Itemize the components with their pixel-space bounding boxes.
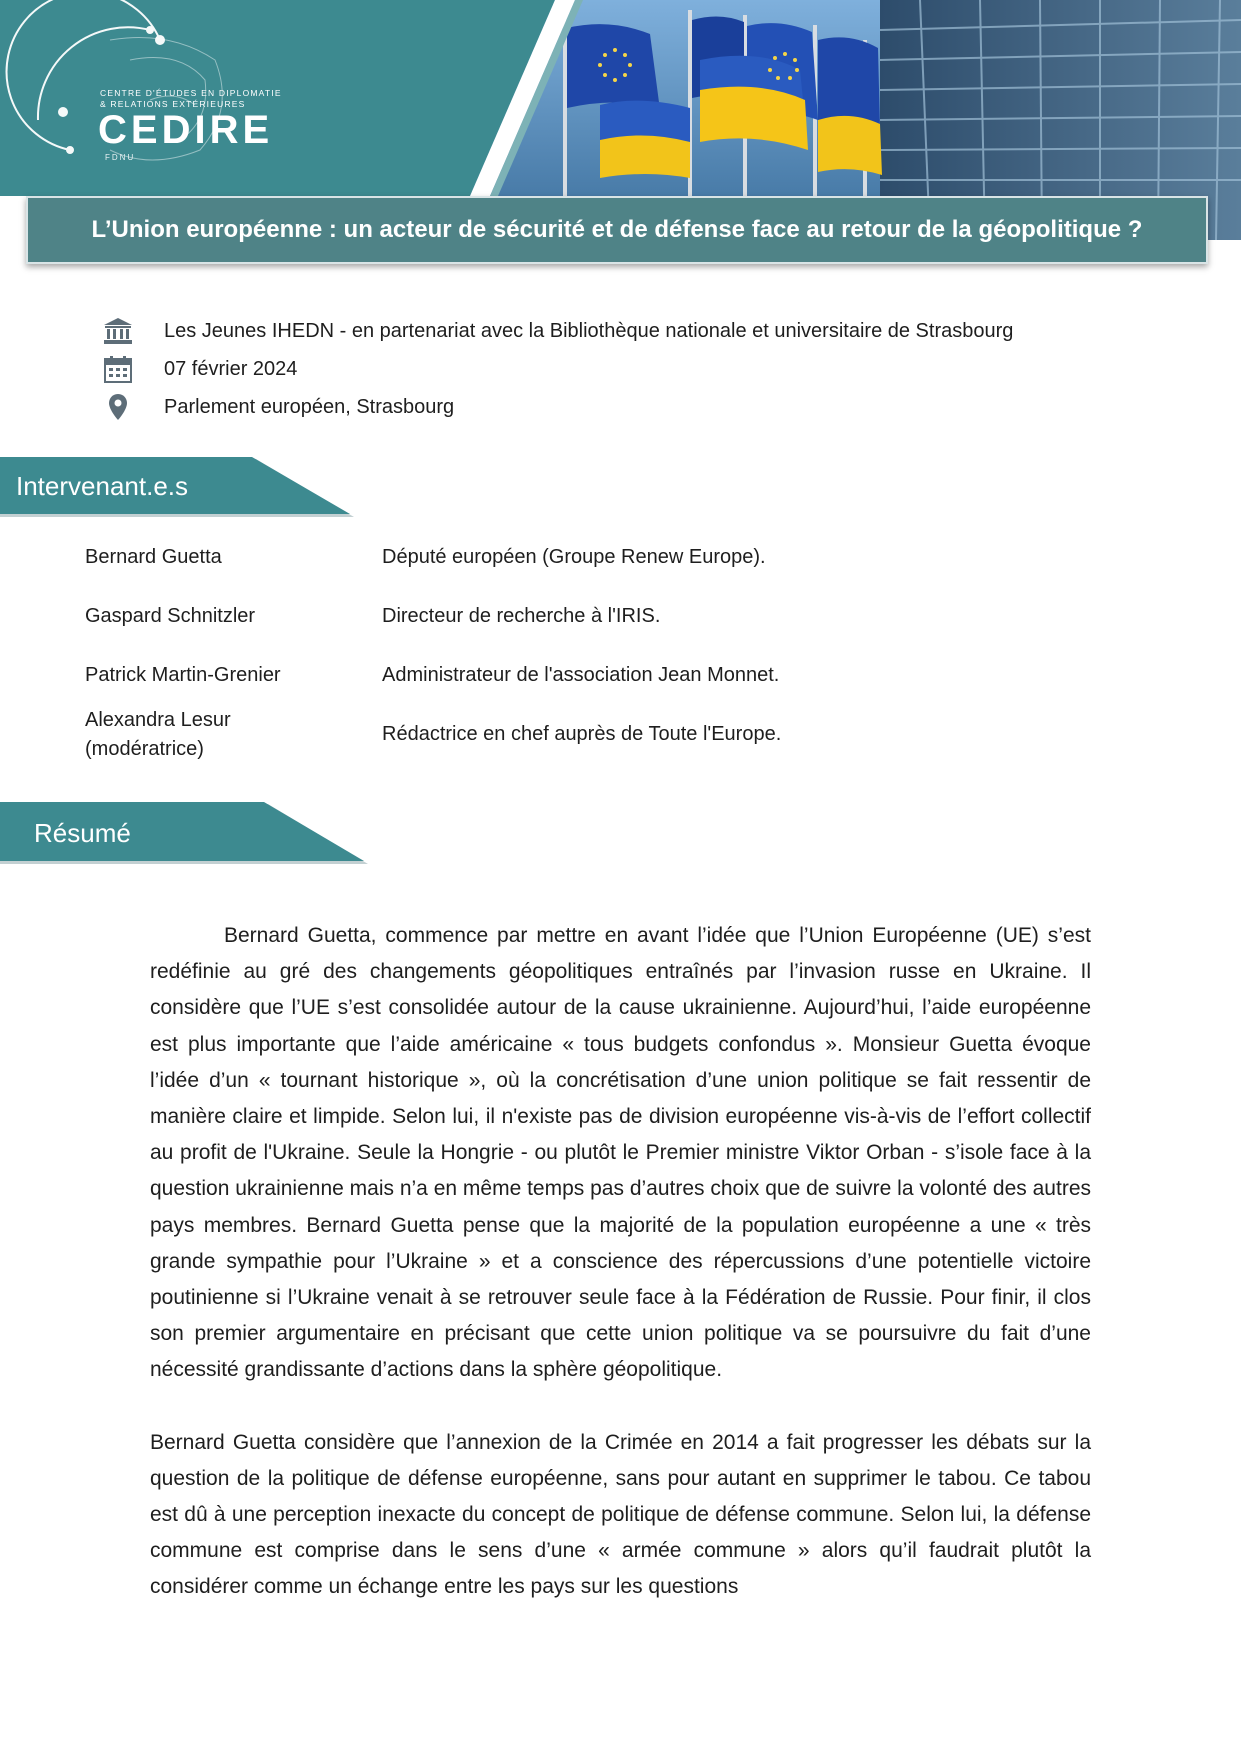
page-title: L’Union européenne : un acteur de sécurité et de défense face au retour de la géopolitique ? (91, 216, 1143, 243)
speakers-section-title: Intervenant.e.s (16, 471, 188, 501)
speaker-name: Patrick Martin-Grenier (85, 664, 281, 686)
calendar-icon (100, 354, 136, 384)
map-pin-icon (100, 392, 136, 422)
speaker-name: Bernard Guetta (85, 546, 222, 568)
organizer-text: Les Jeunes IHEDN - en partenariat avec la Bibliothèque nationale et universitaire de Strasbourg (164, 319, 1014, 342)
logo-name: CEDIRE (98, 108, 274, 152)
speakers-banner (0, 457, 360, 519)
info-location-row (100, 388, 1013, 426)
location-text: Parlement européen, Strasbourg (164, 395, 455, 418)
cedire-logo (30, 20, 282, 162)
institution-icon (100, 316, 136, 346)
summary-paragraph: Bernard Guetta, commence par mettre en avant l’idée que l’Union Européenne (UE) s’est redéfinie au gré des changements géopolitiques entraînés par l’invasion russe en Ukraine. Il considère que l’UE s’est consolidée autour de la cause ukrainienne. Aujourd’hui, l’aide européenne est plus importante que l’aide américaine « tous budgets confondus ». Monsieur Guetta évoque l’idée d’un « tournant historique », où la concrétisation d’une union politique se fait ressentir de manière claire et limpide. Selon lui, il n'existe pas de division européenne vis-à-vis de l’effort collectif au profit de l'Ukraine. Seule la Hongrie - ou plutôt le Premier ministre Viktor Orban - s’isole face à la question ukrainienne mais n’a en même temps pas d’autres choix que de suivre la volonté des autres pays membres. Bernard Guetta pense que la majorité de la population européenne a une « très grande sympathie pour l’Ukraine » et a conscience des répercussions d’une potentielle victoire poutinienne si l’Ukraine venait à se retrouver seule face à la Fédération de Russie. Pour finir, il clos son premier argumentaire en précisant que cette union politique va se poursuivre du fait d’une nécessité grandissante d’actions dans la sphère géopolitique. (150, 924, 1091, 1382)
summary-content (150, 918, 1091, 1642)
info-date-row (100, 350, 1013, 388)
summary-paragraph: Bernard Guetta considère que l’annexion de la Crimée en 2014 a fait progresser les débats sur la question de la politique de défense européenne, sans pour autant en supprimer le tabou. Ce tabou est dû à une perception inexacte du concept de politique de défense commune. Selon lui, la défense commune est comprise dans le sens d’une « armée commune » alors qu’il faudrait plutôt la considérer comme un échange entre les pays sur les questions (150, 1430, 1091, 1599)
summary-section-title: Résumé (34, 818, 131, 848)
date-text: 07 février 2024 (164, 357, 298, 380)
speaker-name: Alexandra Lesur (modératrice) (85, 709, 231, 760)
summary-banner (0, 802, 372, 866)
speaker-role: Député européen (Groupe Renew Europe). (382, 546, 766, 568)
info-organizer-row (100, 312, 1013, 350)
logo-tag: FDNU (105, 153, 136, 162)
speaker-role: Directeur de recherche à l'IRIS. (382, 605, 661, 627)
speaker-name: Gaspard Schnitzler (85, 605, 256, 627)
header (0, 0, 1241, 243)
speaker-role: Administrateur de l'association Jean Monnet. (382, 664, 780, 686)
event-info (100, 312, 1013, 426)
logo-subtitle: CENTRE D'ÉTUDES EN DIPLOMATIE & RELATIONS EXTÉRIEURES (100, 88, 282, 109)
title-bar (26, 196, 1208, 264)
speaker-role: Rédactrice en chef auprès de Toute l'Europe. (382, 723, 782, 745)
